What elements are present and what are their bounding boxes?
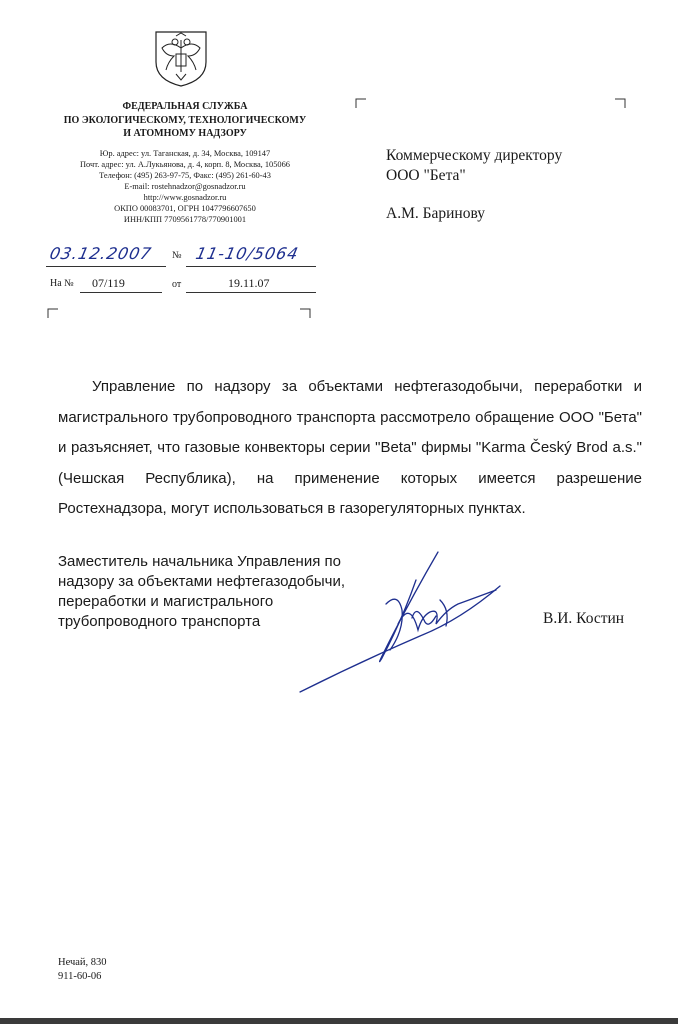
recipient-title: Коммерческому директору <box>386 147 563 164</box>
signatory-title-line: трубопроводного транспорта <box>58 613 261 630</box>
number-sign: № <box>172 250 182 261</box>
signatory-name: В.И. Костин <box>543 610 625 627</box>
signatory-title-line: переработки и магистрального <box>58 593 274 610</box>
executor-name: Нечай, 830 <box>58 957 107 968</box>
letter-body: Управление по надзору за объектами нефтегазодобычи, переработки и магистрального трубопроводного транспорта рассмотрело обращение ООО "Бета" и разъясняет, что газовые конвекторы серии "Beta" фирмы "Karma Český Brod a.s." (Чешская Республика), на применение которых имеется разрешение Ростехнадзора, могут использоваться в газорегуляторных пунктах. <box>58 378 642 517</box>
address-line: E-mail: rostehnadzor@gosnadzor.ru <box>124 182 246 191</box>
address-line: Почт. адрес: ул. А.Лукьянова, д. 4, корп. 8, Москва, 105066 <box>79 160 290 169</box>
org-line: ПО ЭКОЛОГИЧЕСКОМУ, ТЕХНОЛОГИЧЕСКОМУ <box>63 114 307 126</box>
registration-number: 11-10/5064 <box>193 244 301 263</box>
corner-brackets <box>0 0 678 330</box>
address-line: http://www.gosnadzor.ru <box>143 193 227 202</box>
ref-number: 07/119 <box>92 276 125 290</box>
address-line: ОКПО 00083701, ОГРН 1047796607650 <box>114 204 256 213</box>
ref-from: от <box>172 279 182 290</box>
scan-edge <box>0 1018 678 1024</box>
org-line: И АТОМНОМУ НАДЗОРУ <box>123 128 247 139</box>
executor-phone: 911-60-06 <box>58 971 102 982</box>
signatory-title-line: надзору за объектами нефтегазодобычи, <box>58 573 345 590</box>
executor-info <box>58 956 107 984</box>
org-line: ФЕДЕРАЛЬНАЯ СЛУЖБА <box>122 101 248 112</box>
address-line: Юр. адрес: ул. Таганская, д. 34, Москва, 109147 <box>99 149 271 158</box>
address-line: ИНН/КПП 7709561778/770901001 <box>123 215 247 224</box>
registration-date: 03.12.2007 <box>47 244 154 263</box>
signatory-title-line: Заместитель начальника Управления по <box>58 553 341 570</box>
handwritten-signature <box>290 540 520 700</box>
recipient-company: ООО "Бета" <box>386 167 466 184</box>
ref-prefix: На № <box>50 278 74 289</box>
recipient-name: А.М. Баринову <box>386 205 486 222</box>
address-line: Телефон: (495) 263-97-75, Факс: (495) 261-60-43 <box>99 171 271 180</box>
ref-date: 19.11.07 <box>228 276 270 290</box>
